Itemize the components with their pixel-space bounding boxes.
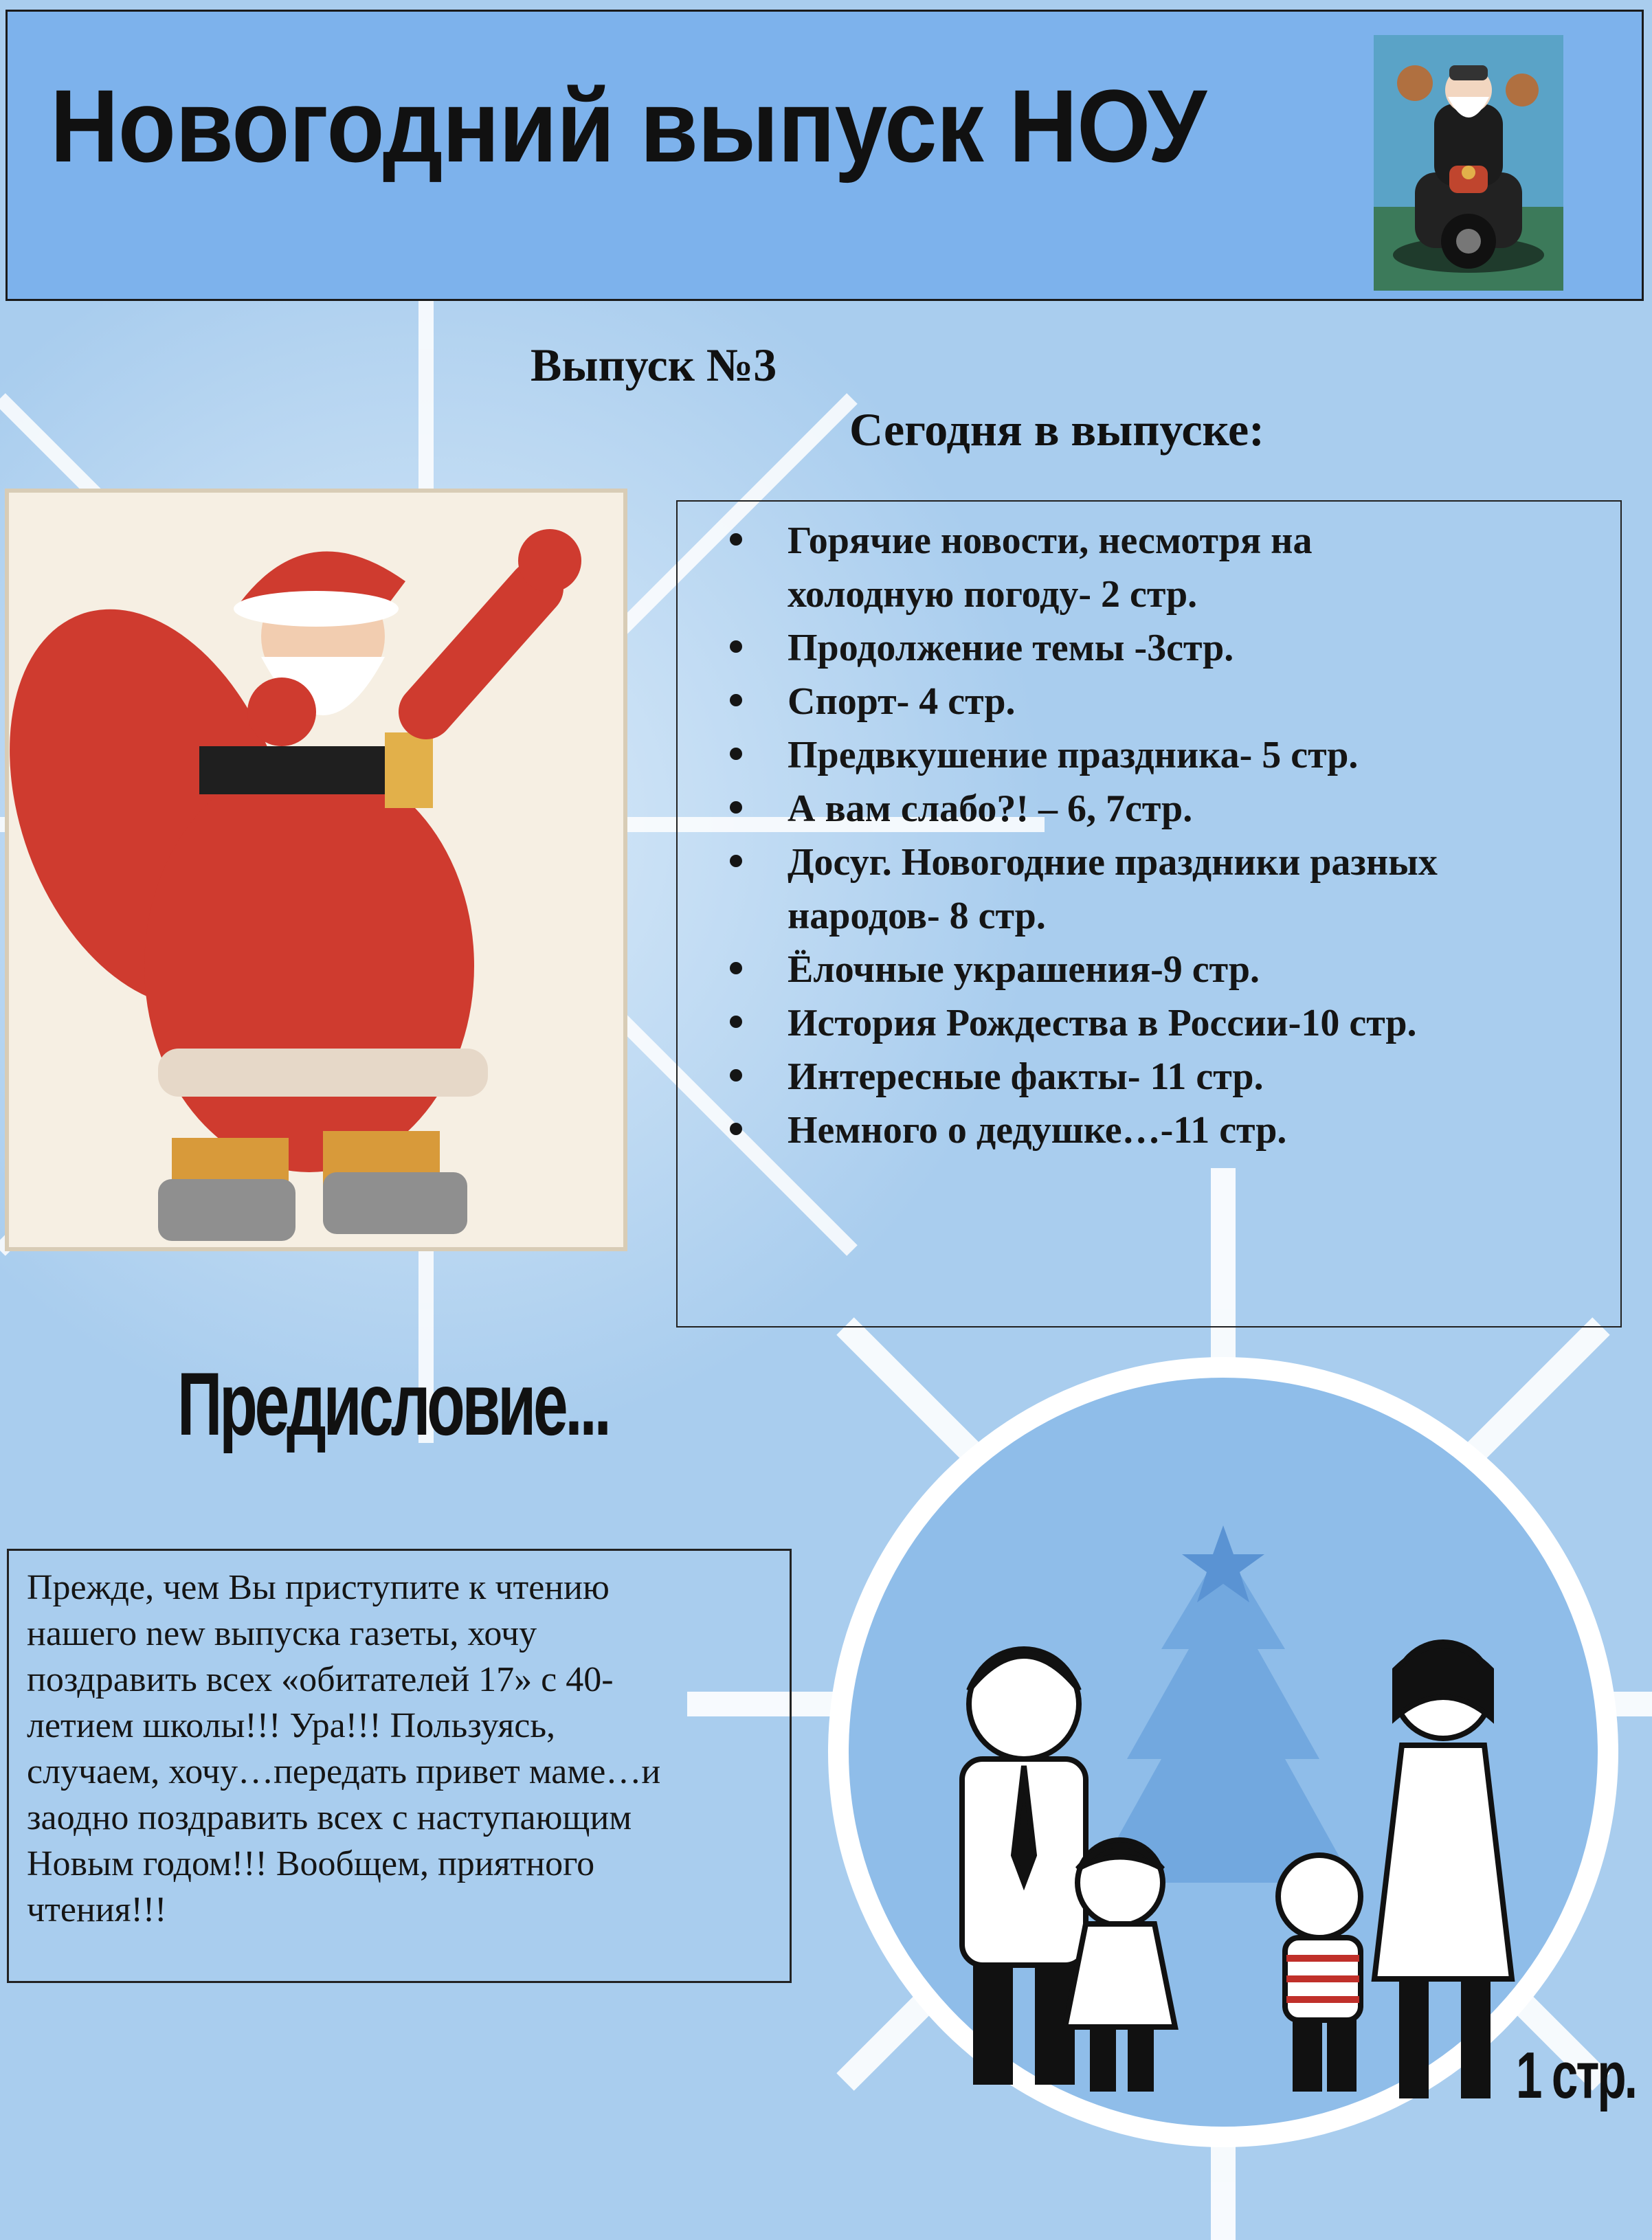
foreword-line: Новым годом!!! Вообщем, приятного xyxy=(27,1844,595,1883)
bullet-icon xyxy=(730,533,742,546)
list-item xyxy=(726,836,1612,943)
contents-item-text: Горячие новости, несмотря на xyxy=(788,519,1313,562)
foreword-line: нашего new выпуска газеты, хочу xyxy=(27,1614,537,1653)
contents-item-text: А вам слабо?! – 6, 7стр. xyxy=(788,787,1193,830)
bullet-icon xyxy=(730,640,742,653)
contents-item-text-cont: народов- 8 стр. xyxy=(788,895,1046,937)
bullet-icon xyxy=(730,1123,742,1135)
contents-item-text: Интересные факты- 11 стр. xyxy=(788,1055,1264,1098)
bullet-icon xyxy=(730,694,742,706)
contents-item-text: Немного о дедушке…-11 стр. xyxy=(788,1109,1287,1152)
contents-item-text: Продолжение темы -3стр. xyxy=(788,627,1234,669)
list-item xyxy=(726,996,1612,1050)
list-item xyxy=(726,943,1612,996)
foreword-line: поздравить всех «обитателей 17» с 40- xyxy=(27,1660,614,1699)
bullet-icon xyxy=(730,962,742,974)
santa-claus-picture xyxy=(0,485,632,1255)
contents-heading: Сегодня в выпуске: xyxy=(849,403,1264,456)
list-item xyxy=(726,782,1612,836)
contents-item-text: Спорт- 4 стр. xyxy=(788,680,1016,723)
bullet-icon xyxy=(730,748,742,760)
contents-box xyxy=(676,500,1622,1328)
contents-item-text: Ёлочные украшения-9 стр. xyxy=(788,948,1260,991)
family-picture xyxy=(893,1498,1581,2116)
contents-item-text: История Рождества в России-10 стр. xyxy=(788,1002,1417,1044)
foreword-line: случаем, хочу…передать привет маме…и xyxy=(27,1752,661,1791)
newspaper-title: Новогодний выпуск НОУ xyxy=(50,68,1206,183)
foreword-line: чтения!!! xyxy=(27,1890,167,1929)
bullet-icon xyxy=(730,855,742,867)
contents-list xyxy=(726,514,1612,1157)
foreword-box xyxy=(7,1549,792,1983)
list-item xyxy=(726,621,1612,675)
list-item xyxy=(726,728,1612,782)
header-banner xyxy=(5,10,1644,301)
bullet-icon xyxy=(730,801,742,814)
santa-motorcycle-picture xyxy=(1374,35,1563,291)
page-number: 1 стр. xyxy=(1516,2039,1636,2112)
list-item xyxy=(726,514,1612,621)
foreword-line: Прежде, чем Вы приступите к чтению xyxy=(27,1568,610,1607)
foreword-line: летием школы!!! Ура!!! Пользуясь, xyxy=(27,1706,556,1745)
contents-item-text-cont: холодную погоду- 2 стр. xyxy=(788,573,1198,616)
foreword-title: Предисловие... xyxy=(177,1354,609,1454)
list-item xyxy=(726,1104,1612,1157)
list-item xyxy=(726,1050,1612,1104)
foreword-text xyxy=(27,1565,783,1933)
issue-number: Выпуск №3 xyxy=(531,339,777,391)
bullet-icon xyxy=(730,1016,742,1028)
contents-item-text: Предвкушение праздника- 5 стр. xyxy=(788,734,1359,776)
bullet-icon xyxy=(730,1069,742,1082)
foreword-line: заодно поздравить всех с наступающим xyxy=(27,1798,632,1837)
list-item xyxy=(726,675,1612,728)
contents-item-text: Досуг. Новогодние праздники разных xyxy=(788,841,1438,884)
